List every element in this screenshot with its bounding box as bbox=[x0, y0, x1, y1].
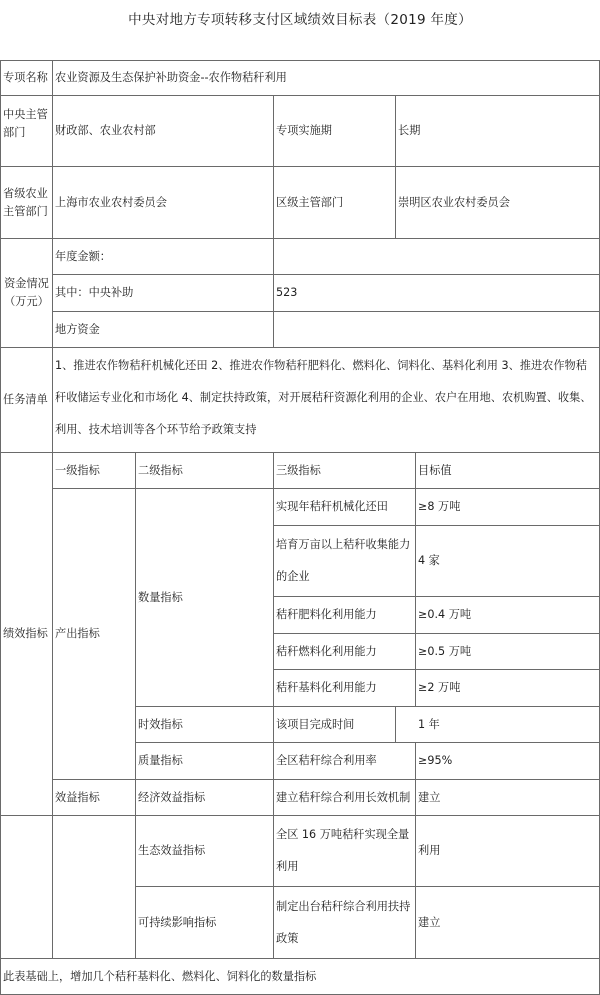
performance-label: 绩效指标 bbox=[3, 627, 48, 640]
annual-amount-label: 年度金额： bbox=[55, 249, 111, 263]
item-target: ≥8 万吨 bbox=[418, 500, 461, 513]
header-target: 目标值 bbox=[418, 463, 452, 477]
sustainable-indicator-label: 可持续影响指标 bbox=[138, 915, 217, 929]
district-dept-label: 区级主管部门 bbox=[276, 195, 344, 209]
funds-label: 资金情况（万元） bbox=[4, 277, 49, 308]
project-name-label: 专项名称 bbox=[3, 71, 48, 84]
central-subsidy-label: 其中：中央补助 bbox=[55, 286, 134, 299]
item-target: ≥0.5 万吨 bbox=[418, 644, 472, 658]
district-dept-value: 崇明区农业农村委员会 bbox=[398, 195, 510, 209]
item-name: 全区秸秆综合利用率 bbox=[276, 754, 377, 767]
item-target: 利用 bbox=[418, 844, 441, 857]
central-dept-value: 财政部、农业农村部 bbox=[55, 124, 156, 137]
item-target: 1 年 bbox=[418, 717, 440, 731]
period-value: 长期 bbox=[398, 124, 421, 137]
economic-indicator-label: 经济效益指标 bbox=[138, 790, 206, 804]
province-dept-label: 省级农业主管部门 bbox=[3, 186, 48, 218]
tasks-label: 任务清单 bbox=[3, 393, 48, 406]
benefit-indicator-label: 效益指标 bbox=[55, 790, 100, 804]
item-name: 建立秸秆综合利用长效机制 bbox=[276, 790, 411, 804]
item-target: 4 家 bbox=[418, 554, 440, 567]
header-level2: 二级指标 bbox=[138, 463, 183, 477]
line bbox=[395, 706, 396, 742]
item-name: 秸秆肥料化利用能力 bbox=[276, 608, 377, 621]
header-level3: 三级指标 bbox=[276, 463, 321, 477]
local-funds-label: 地方资金 bbox=[55, 322, 100, 336]
central-dept-label: 中央主管部门 bbox=[3, 108, 48, 139]
ecological-indicator-label: 生态效益指标 bbox=[138, 844, 206, 857]
item-target: ≥0.4 万吨 bbox=[418, 608, 472, 621]
output-indicator-label: 产出指标 bbox=[55, 627, 100, 640]
project-name-value: 农业资源及生态保护补助资金--农作物秸秆利用 bbox=[55, 71, 287, 84]
annual-amount-value bbox=[274, 239, 599, 274]
item-target: 建立 bbox=[418, 915, 441, 929]
quality-indicator-label: 质量指标 bbox=[138, 754, 183, 767]
page-title: 中央对地方专项转移支付区域绩效目标表（2019 年度） bbox=[128, 12, 472, 28]
header-level1: 一级指标 bbox=[55, 463, 100, 477]
local-funds-value bbox=[274, 312, 599, 347]
central-subsidy-value: 523 bbox=[276, 286, 298, 299]
footer-note: 此表基础上，增加几个秸秆基料化、燃料化、饲料化的数量指标 bbox=[3, 969, 317, 983]
item-target: ≥95% bbox=[418, 754, 453, 767]
item-name: 该项目完成时间 bbox=[276, 717, 355, 731]
item-name: 全区 16 万吨秸秆实现全量利用 bbox=[276, 828, 410, 873]
province-dept-value: 上海市农业农村委员会 bbox=[55, 195, 167, 209]
item-target: 建立 bbox=[418, 790, 441, 804]
item-target: ≥2 万吨 bbox=[418, 681, 461, 694]
item-name: 秸秆燃料化利用能力 bbox=[276, 644, 377, 658]
item-name: 培育万亩以上秸秆收集能力的企业 bbox=[276, 538, 411, 583]
item-name: 制定出台秸秆综合利用扶持政策 bbox=[276, 899, 411, 945]
period-label: 专项实施期 bbox=[276, 124, 332, 137]
timeliness-indicator-label: 时效指标 bbox=[138, 717, 183, 731]
quantity-indicator-label: 数量指标 bbox=[138, 590, 183, 604]
item-name: 秸秆基料化利用能力 bbox=[276, 681, 377, 694]
item-name: 实现年秸秆机械化还田 bbox=[276, 500, 388, 513]
tasks-value: 1、推进农作物秸秆机械化还田 2、推进农作物秸秆肥料化、燃料化、饲料化、基料化利用 3、推进农作物秸秆收储运专业化和市场化 4、制定扶持政策，对开展秸秆资源化利用的企业、农户在用地、农机购置、收集、利用、技术培训等各个环节给予政策支持 bbox=[55, 359, 592, 436]
